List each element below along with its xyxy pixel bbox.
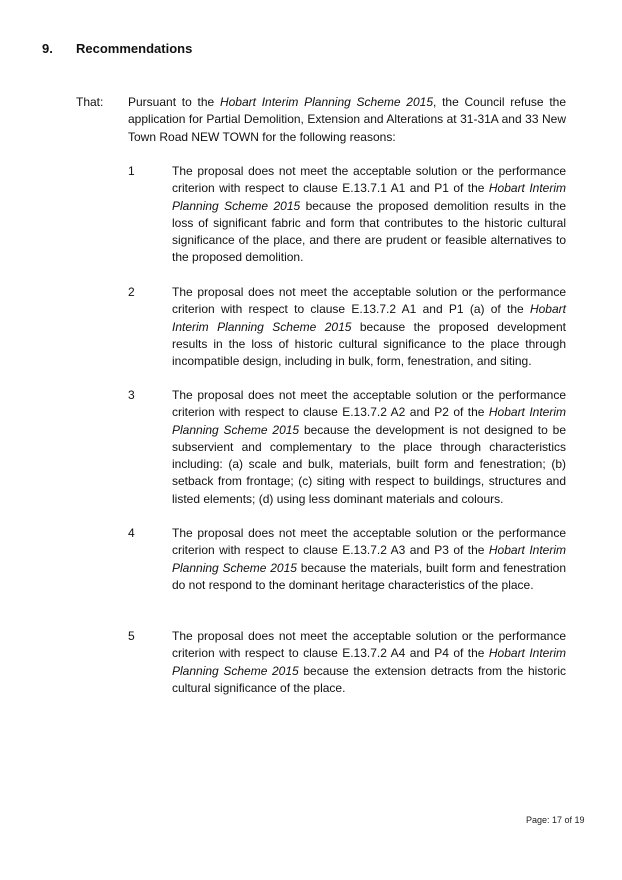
reason-text [172,284,566,370]
reason-text [172,163,566,267]
intro-paragraph [128,94,566,146]
reason-number: 1 [128,164,135,178]
scheme-name: Hobart Interim Planning Scheme 2015 [172,646,566,678]
reason-text-pre: The proposal does not meet the acceptable solution or the performance criterion with respect to clause E.13.7.2 A2 and P2 of the [172,388,566,420]
reason-number: 2 [128,285,135,299]
reason-text [172,387,566,508]
that-label: That: [76,95,104,109]
intro-text-pre: Pursuant to the [128,95,220,109]
reason-number: 3 [128,388,135,402]
reason-text [172,628,566,697]
reason-text-post: because the development is not designed to be subservient and complementary to the place through characteristics including: (a) scale and bulk, materials, built form and fenestration; (b) setback from frontage; (c) siting with respect to buildings, structures and listed elements; (d) using less dominant materials and colours. [172,422,566,506]
reason-text-pre: The proposal does not meet the acceptable solution or the performance criterion with respect to clause E.13.7.2 A3 and P3 of the [172,526,566,558]
reason-number: 5 [128,629,135,643]
scheme-name: Hobart Interim Planning Scheme 2015 [172,181,566,213]
reason-text-post: because the materials, built form and fenestration do not respond to the dominant heritage characteristics of the place. [172,560,566,592]
scheme-name: Hobart Interim Planning Scheme 2015 [172,302,566,334]
reason-text [172,525,566,594]
reason-text-post: because the extension detracts from the historic cultural significance of the place. [172,663,567,695]
scheme-name: Hobart Interim Planning Scheme 2015 [172,543,566,575]
section-heading [0,41,622,59]
intro-text-post: , the Council refuse the application for Partial Demolition, Extension and Alterations at 31-31A and 33 New Town Road NEW TOWN for the following reasons: [128,95,567,144]
section-title: Recommendations [76,41,193,56]
reason-text-pre: The proposal does not meet the acceptable solution or the performance criterion with respect to clause E.13.7.2 A4 and P4 of the [172,629,566,661]
reason-text-post: because the proposed demolition results in the loss of significant fabric and form that contributes to the historic cultural significance of the place, and there are prudent or feasible alternatives to the proposed demolition. [172,198,566,265]
scheme-name: Hobart Interim Planning Scheme 2015 [219,95,433,109]
reason-number: 4 [128,526,135,540]
page-number: Page: 17 of 19 [526,815,585,825]
section-number: 9. [42,41,53,56]
reason-text-pre: The proposal does not meet the acceptable solution or the performance criterion with respect to clause E.13.7.2 A1 and P1 (a) of the [172,285,566,317]
reason-text-pre: The proposal does not meet the acceptable solution or the performance criterion with respect to clause E.13.7.1 A1 and P1 of the [172,164,566,196]
reason-text-post: because the proposed development results in the loss of historic cultural significance to the place through incompatible design, including in bulk, form, fenestration, and siting. [172,319,566,369]
scheme-name: Hobart Interim Planning Scheme 2015 [172,405,566,437]
